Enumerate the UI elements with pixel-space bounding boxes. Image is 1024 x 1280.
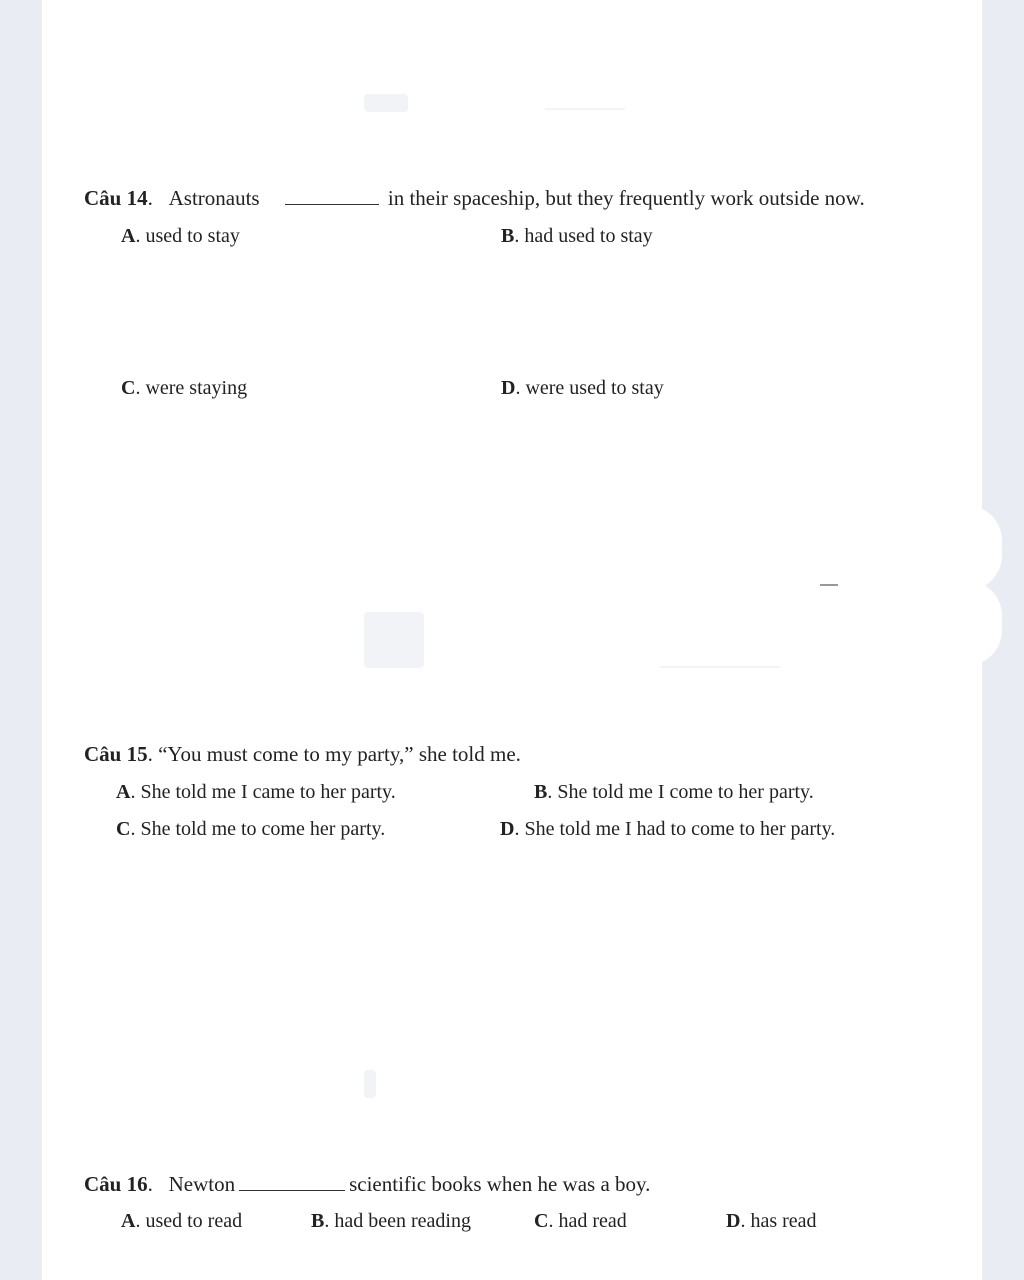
option-c[interactable]: C. She told me to come her party. (116, 818, 386, 840)
question-number: Câu 14 (84, 186, 148, 210)
question-number: Câu 16 (84, 1172, 148, 1196)
option-d[interactable]: D. She told me I had to come to her party. (500, 818, 836, 840)
option-c[interactable]: C. had read (534, 1210, 627, 1232)
option-a[interactable]: A. used to stay (121, 225, 240, 247)
option-b[interactable]: B. had been reading (311, 1210, 471, 1232)
option-b[interactable]: B. She told me I come to her party. (534, 781, 814, 803)
ghost-artifact (364, 1070, 376, 1098)
question-14-stem: Câu 14. Astronauts in their spaceship, but they frequently work outside now. (84, 186, 865, 210)
option-a[interactable]: A. used to read (121, 1210, 243, 1232)
option-c[interactable]: C. were staying (121, 377, 248, 399)
ghost-artifact (364, 612, 424, 668)
ghost-artifact (364, 94, 408, 112)
ghost-artifact (660, 666, 780, 668)
option-a[interactable]: A. She told me I came to her party. (116, 781, 396, 803)
answer-blank (285, 203, 379, 205)
ghost-artifact (545, 108, 625, 110)
ghost-artifact (820, 584, 838, 586)
answer-blank (239, 1189, 345, 1191)
question-16-stem: Câu 16. Newton scientific books when he was a boy. (84, 1172, 651, 1196)
option-b[interactable]: B. had used to stay (501, 225, 653, 247)
question-15-stem: Câu 15. “You must come to my party,” she told me. (84, 742, 521, 766)
option-d[interactable]: D. has read (726, 1210, 817, 1232)
question-number: Câu 15 (84, 742, 148, 766)
option-d[interactable]: D. were used to stay (501, 377, 664, 399)
